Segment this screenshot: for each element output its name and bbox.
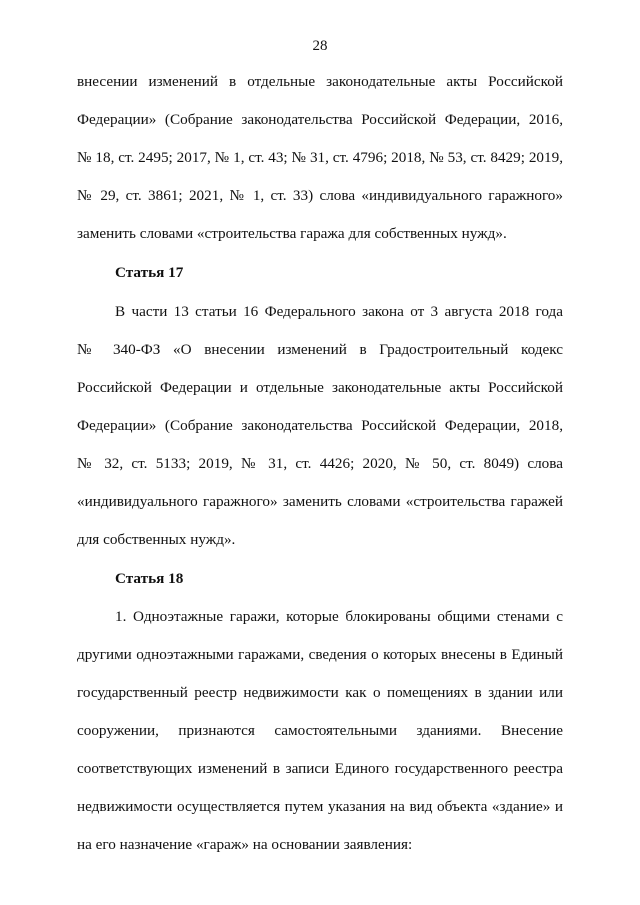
text-line: государственный реестр недвижимости как о помещениях в здании или (77, 684, 563, 701)
text-line: соответствующих изменений в записи Единого государственного реестра (77, 760, 563, 777)
text-line: В части 13 статьи 16 Федерального закона от 3 августа 2018 года (115, 303, 563, 320)
text-line: 1. Одноэтажные гаражи, которые блокированы общими стенами с (115, 608, 563, 625)
text-line: Федерации» (Собрание законодательства Российской Федерации, 2018, (77, 417, 563, 434)
text-line: Российской Федерации и отдельные законодательные акты Российской (77, 379, 563, 396)
text-line: № 29, ст. 3861; 2021, № 1, ст. 33) слова «индивидуального гаражного» (77, 187, 563, 204)
text-line: заменить словами «строительства гаража для собственных нужд». (77, 225, 507, 242)
text-line: внесении изменений в отдельные законодательные акты Российской (77, 73, 563, 90)
text-line: № 18, ст. 2495; 2017, № 1, ст. 43; № 31, ст. 4796; 2018, № 53, ст. 8429; 2019, (77, 149, 563, 166)
text-line: для собственных нужд». (77, 531, 236, 548)
text-line: сооружении, признаются самостоятельными зданиями. Внесение (77, 722, 563, 739)
text-line: № 340-ФЗ «О внесении изменений в Градостроительный кодекс (77, 341, 563, 358)
article-17-title: Статья 17 (115, 264, 184, 281)
text-line: «индивидуального гаражного» заменить словами «строительства гаражей (77, 493, 563, 510)
article-18-title: Статья 18 (115, 570, 184, 587)
text-line: Федерации» (Собрание законодательства Российской Федерации, 2016, (77, 111, 563, 128)
text-line: другими одноэтажными гаражами, сведения о которых внесены в Единый (77, 646, 563, 663)
text-line: № 32, ст. 5133; 2019, № 31, ст. 4426; 2020, № 50, ст. 8049) слова (77, 455, 563, 472)
page-number: 28 (312, 38, 328, 54)
text-line: недвижимости осуществляется путем указания на вид объекта «здание» и (77, 798, 563, 815)
text-line: на его назначение «гараж» на основании заявления: (77, 836, 413, 853)
